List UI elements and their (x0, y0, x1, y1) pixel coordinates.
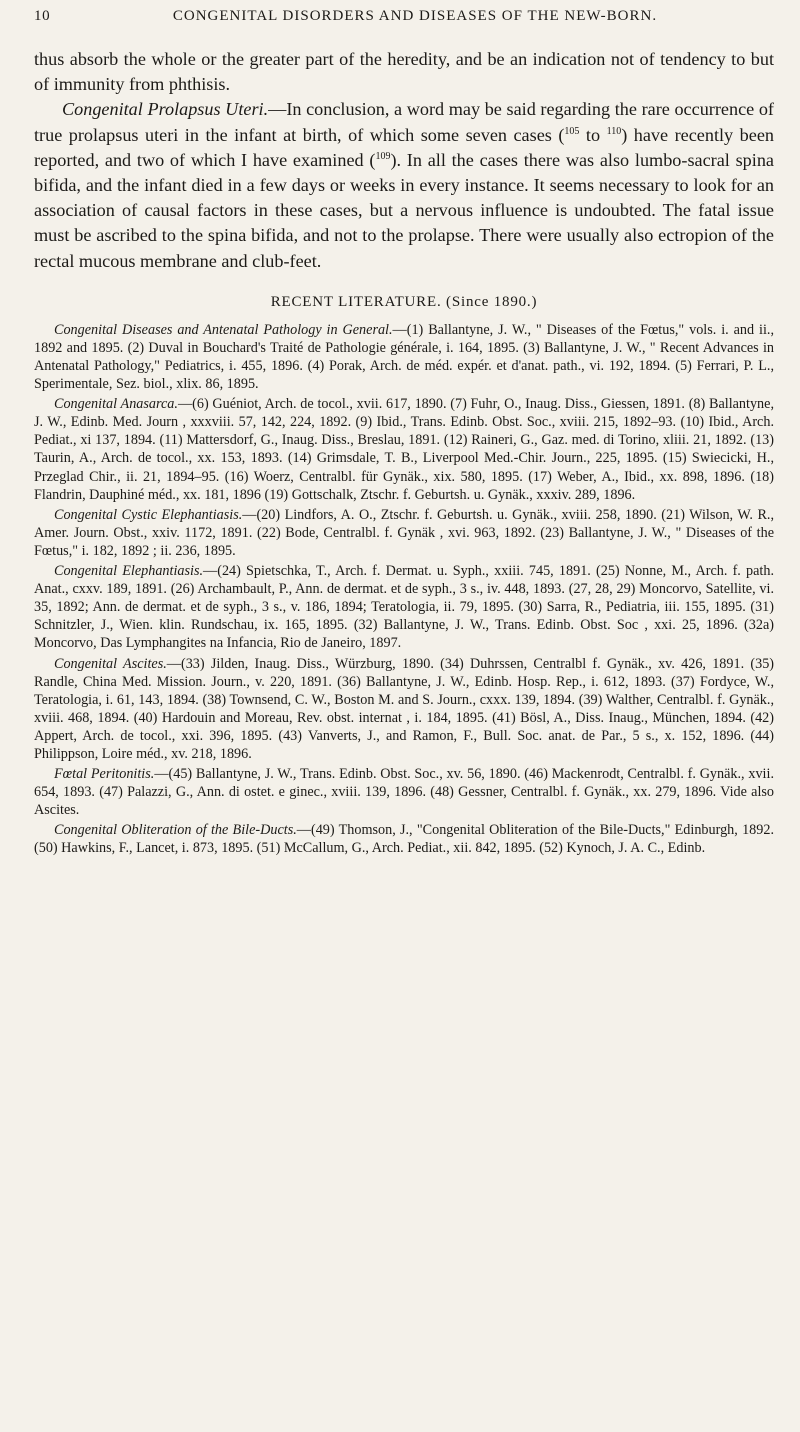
reference-group (34, 655, 774, 764)
reference-group (34, 765, 774, 819)
reference-group (34, 321, 774, 393)
reference-group (34, 562, 774, 652)
reference-group-text: —(6) Guéniot, Arch. de tocol., xvii. 617, 1890. (7) Fuhr, O., Inaug. Diss., Giessen, 1891. (8) Ballantyne, J. W., Edinb. Med. Journ , xxxviii. 57, 142, 224, 1892. (9) Ibid., Trans. Edinb. Obst. Soc., xviii. 215, 1892–93. (10) Ibid., Arch. Pediat., xi 137, 1894. (11) Mattersdorf, G., Inaug. Diss., Breslau, 1891. (12) Raineri, G., Gaz. med. di Torino, xliii. 21, 1892. (13) Taurin, A., Arch. de tocol., xx. 153, 1893. (14) Grimsdale, T. B., Liverpool Med.-Chir. Journ., 225, 1895. (15) Swiecicki, H., Przeglad Chir., ii. 21, 1894–95. (16) Woerz, Centralbl. für Gynäk., xix. 580, 1895. (17) Weber, A., Ibid., xx. 898, 1896. (18) Flandrin, Dauphiné méd., xx. 181, 1896 (19) Gottschalk, Ztschr. f. Geburtsh. u. Gynäk., xxxiv. 289, 1896. (34, 396, 774, 503)
reference-group-text: —(45) Ballantyne, J. W., Trans. Edinb. Obst. Soc., xv. 56, 1890. (46) Mackenrodt, Centralbl. f. Gynäk., xvii. 654, 1893. (47) Palazzi, G., Ann. di ostet. e ginec., xviii. 139, 1896. (48) Gessner, Centralbl. f. Gynäk., xx. 279, 1896. Vide also Ascites. (34, 766, 774, 819)
paragraph-1: thus absorb the whole or the greater part of the heredity, and be an indication not of tendency to but of immunity from phthisis. (34, 49, 774, 95)
reference-group-text: —(33) Jilden, Inaug. Diss., Würzburg, 1890. (34) Duhrssen, Centralbl f. Gynäk., xv. 426, 1891. (35) Randle, China Med. Mission. Journ., v. 220, 1891. (36) Ballantyne, J. W., Edinb. Hosp. Rep., i. 612, 1893. (37) Fordyce, W., Teratologia, i. 61, 143, 1894. (38) Townsend, C. W., Boston M. and S. Journ., cxxx. 139, 1894. (39) Walther, Centralbl. f. Gynäk., xviii. 468, 1894. (40) Hardouin and Moreau, Rev. obst. internat , i. 184, 1895. (41) Bösl, A., Diss. Inaug., München, 1894. (42) Appert, Arch. de tocol., xxi. 396, 1895. (43) Vanverts, J., and Ramon, F., Bull. Soc. anat. de Par., 5 s., x. 152, 1896. (44) Philippson, Loire méd., xv. 218, 1896. (34, 655, 775, 762)
reference-list (34, 321, 774, 858)
paragraph-prolapsus: Congenital Prolapsus Uteri.—In conclusion, a word may be said regarding the rare occurrence of true prolapsus uteri in the infant at birth, of which some seven cases ($^{105}$ to $^{110}$) have recently been reported, and two of which I have examined ($^{109}$). In all the cases there was also lumbo-sacral spina bifida, and the infant died in a few days or weeks in every instance. It seems necessary to look for an association of causal factors in these cases, but a nervous influence is undoubted. The fatal issue must be ascribed to the spina bifida, and not to the prolapse. There were usually also ectropion of the rectal mucous membrane and club-feet. (34, 99, 774, 271)
reference-group-heading: Congenital Obliteration of the Bile-Ducts. (54, 822, 297, 839)
reference-marker: 105 (564, 125, 580, 137)
reference-group-text: —(49) Thomson, J., "Congenital Obliteration of the Bile-Ducts," Edinburgh, 1892. (50) Hawkins, F., Lancet, i. 873, 1895. (51) McCallum, G., Arch. Pediat., xii. 842, 1895. (52) Kynoch, J. A. C., Edinb. (34, 822, 774, 857)
body-text (34, 47, 774, 274)
paragraph-heading: Congenital Prolapsus Uteri. (62, 99, 269, 120)
section-title: RECENT LITERATURE. (Since 1890.) (270, 293, 538, 310)
running-title: CONGENITAL DISORDERS AND DISEASES OF THE NEW-BORN. (172, 8, 658, 24)
reference-group-heading: Fœtal Peritonitis. (54, 766, 155, 783)
reference-group-text: —(24) Spietschka, T., Arch. f. Dermat. u. Syph., xxiii. 745, 1891. (25) Nonne, M., Arch. f. path. Anat., cxxv. 189, 1891. (26) Archambault, P., Ann. de dermat. et de syph., 3 s., iv. 448, 1893. (27, 28, 29) Moncorvo, Satellite, vi. 35, 1892; Ann. de dermat. et de syph., 3 s., v. 186, 1894; Teratologia, ii. 79, 1895. (30) Sarra, R., Pediatria, iii. 155, 1895. (31) Schnitzler, J., Wien. klin. Rundschau, ix. 165, 1895. (32) Ballantyne, J. W., Trans. Edinb. Obst. Soc , xxi. 25, 1896. (32a) Moncorvo, Das Lymphangites na Infancia, Rio de Janeiro, 1897. (34, 563, 775, 652)
reference-group-heading: Congenital Cystic Elephantiasis. (54, 506, 243, 523)
reference-group-heading: Congenital Anasarca. (54, 396, 178, 413)
reference-marker: 109 (375, 150, 391, 162)
reference-group (34, 821, 774, 857)
reference-group-heading: Congenital Elephantiasis. (54, 563, 204, 580)
reference-group-text: —(1) Ballantyne, J. W., " Diseases of the Fœtus," vols. i. and ii., 1892 and 1895. (2) Duval in Bouchard's Traité de Pathologie générale, i. 164, 1895. (3) Ballantyne, J. W., " Recent Advances in Antenatal Pathology," Pediatrics, i. 455, 1896. (4) Porak, Arch. de méd. expér. et d'anat. path., vi. 192, 1894. (5) Ferrari, P. L., Sperimentale, Sez. biol., xlix. 86, 1895. (34, 321, 774, 393)
reference-marker: 110 (606, 125, 622, 137)
page-number: 10 (34, 8, 51, 24)
reference-group-heading: Congenital Diseases and Antenatal Pathology in General. (54, 321, 393, 338)
reference-group (34, 506, 774, 560)
reference-group-text: —(20) Lindfors, A. O., Ztschr. f. Geburtsh. u. Gynäk., xviii. 258, 1890. (21) Wilson, W. R., Amer. Journ. Obst., xxiv. 1172, 1891. (22) Bode, Centralbl. f. Gynäk , xvi. 963, 1892. (23) Ballantyne, J. W., " Diseases of the Fœtus," i. 182, 1892 ; ii. 236, 1895. (34, 506, 774, 559)
page-header (34, 8, 774, 25)
reference-group-heading: Congenital Ascites. (54, 655, 167, 672)
reference-group (34, 395, 774, 504)
